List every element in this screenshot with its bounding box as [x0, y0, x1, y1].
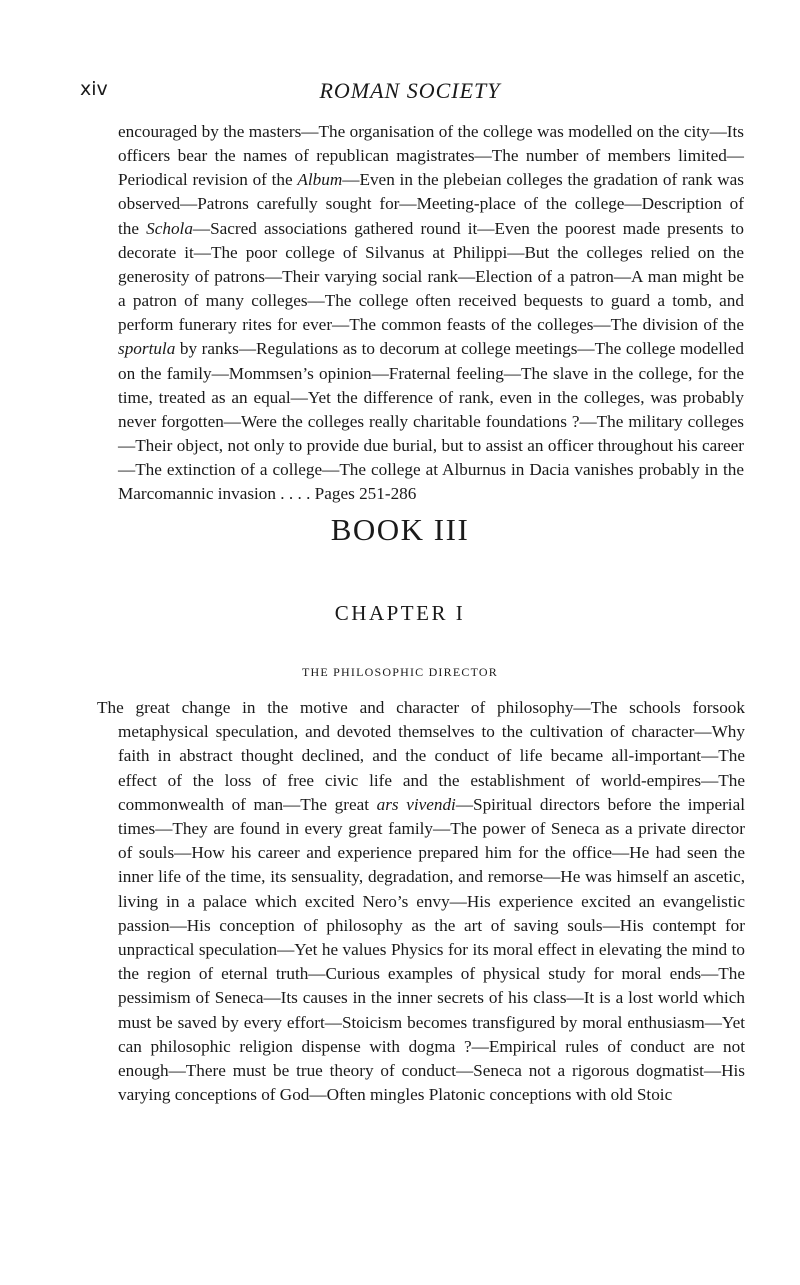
chapter-summary-continued [118, 120, 744, 507]
sportula-term: sportula [118, 339, 176, 359]
page-range: . . . . Pages 251-286 [276, 484, 417, 504]
page-number: xiv [80, 78, 108, 100]
summary-text-4: by ranks—Regulations as to decorum at college meetings—The college modelled on the family—Mommsen’s opinion—Fraternal feeling—The slave in the college, for the time, treated as an equal—Yet the difference of rank, even in the colleges, was probably never forgotten—Were the colleges really charitable foundations ?—The military colleges—Their object, not only to provide due burial, but to assist an officer throughout his career—The extinction of a college—The college at Alburnus in Dacia vanishes probably in the Marcomannic invasion [118, 339, 744, 504]
schola-term: Schola [146, 218, 193, 238]
chapter-heading: CHAPTER I [334, 601, 466, 625]
chapter-summary [97, 696, 745, 1107]
chapter-summary-paragraph [97, 696, 745, 1107]
page-header [80, 78, 740, 108]
book-heading: BOOK III [330, 512, 470, 547]
summary-text-3: —Sacred associations gathered round it—Even the poorest made presents to decorate it—The poor college of Silvanus at Philippi—But the colleges relied on the generosity of patrons—Their varying social rank—Election of a patron—A man might be a patron of many colleges—The college often received bequests to guard a tomb, and perform funerary rites for ever—The common feasts of the colleges—The division of the [118, 218, 744, 335]
chapter-text-1: The great change in the motive and character of philosophy—The schools forsook metaphysical speculation, and devoted themselves to the cultivation of character—Why faith in abstract thought declined, and the conduct of life became all-important—The effect of the loss of free civic life and the establishment of world-empires—The commonwealth of man—The great [97, 698, 745, 814]
ars-vivendi-term: ars vivendi [376, 794, 456, 814]
summary-paragraph [118, 120, 744, 507]
chapter-subtitle: THE PHILOSOPHIC DIRECTOR [302, 665, 498, 679]
summary-text-1: encouraged by the masters—The organisation of the college was modelled on the city—Its officers bear the names of republican magistrates—The number of members limited—Periodical revision of the [118, 122, 744, 190]
chapter-text-2: —Spiritual directors before the imperial times—They are found in every great family—The power of Seneca as a private director of souls—How his career and experience prepared him for the office—He had seen the inner life of the time, its sensuality, degradation, and remorse—He was himself an ascetic, living in a palace which excited Nero’s envy—His experience excited an evangelistic passion—His conception of philosophy as the art of saving souls—His contempt for unpractical speculation—Yet he values Physics for its moral effect in elevating the mind to the region of eternal truth—Curious examples of physical study for moral ends—The pessimism of Seneca—Its causes in the inner secrets of his class—It is a lost world which must be saved by every effort—Stoicism becomes transfigured by moral enthusiasm—Yet can philosophic religion dispense with dogma ?—Empirical rules of conduct are not enough—There must be true theory of conduct—Seneca not a rigorous dogmatist—His varying conceptions of God—Often mingles Platonic conceptions with old Stoic [118, 794, 745, 1105]
running-title: ROMAN SOCIETY [319, 78, 501, 103]
summary-text-2: —Even in the plebeian colleges the gradation of rank was observed—Patrons carefully sought for—Meeting-place of the college—Description of the [118, 170, 744, 238]
album-term: Album [297, 170, 343, 190]
